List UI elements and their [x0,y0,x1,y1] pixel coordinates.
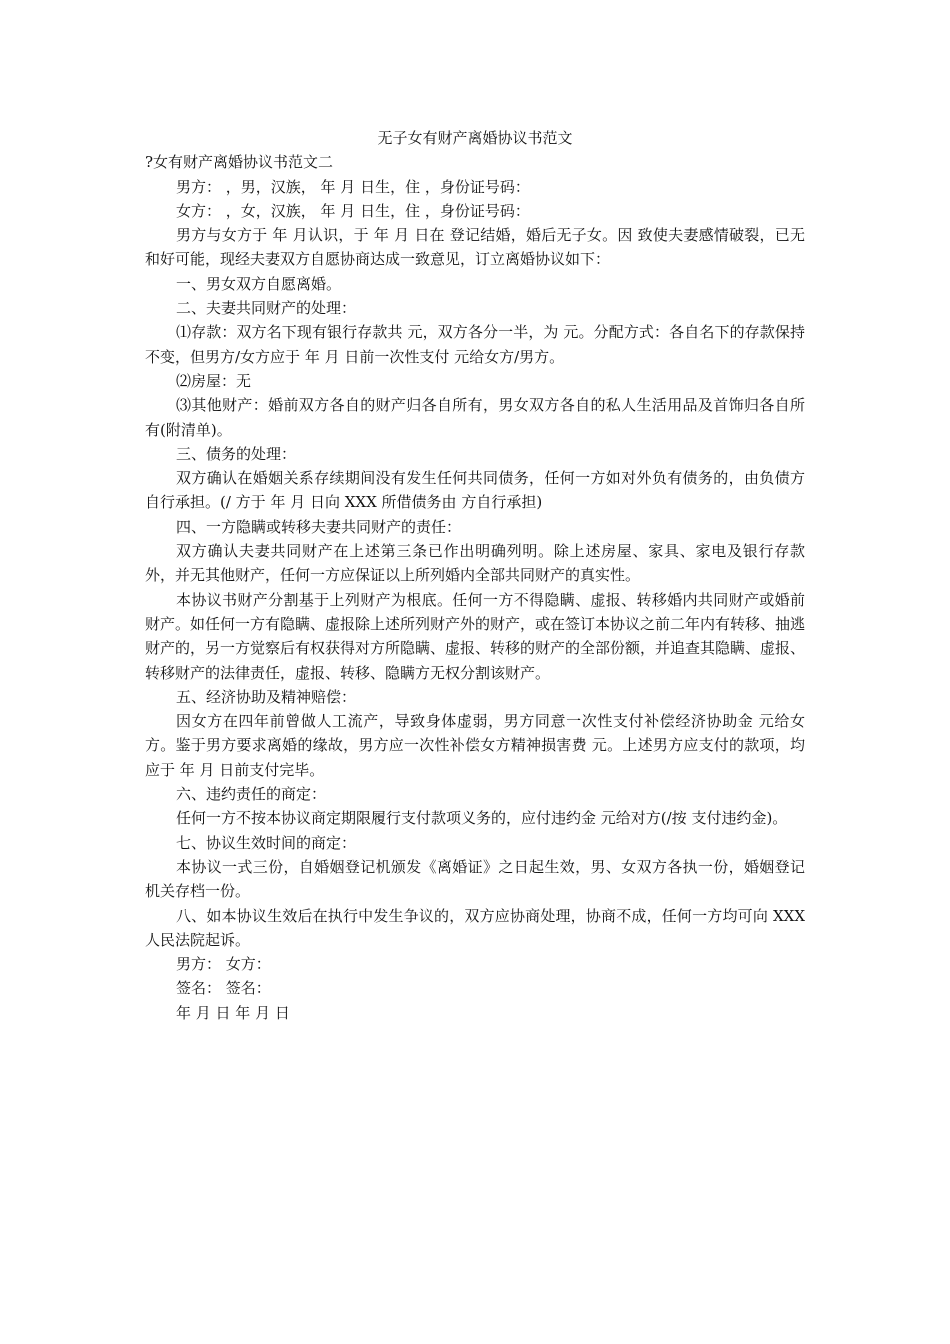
paragraph-effective-date: 本协议一式三份，自婚姻登记机颁发《离婚证》之日起生效，男、女双方各执一份，婚姻登记机关存档一份。 [145,857,805,901]
paragraph-male-party: 男方： ，男，汉族， 年 月 日生，住 ，身份证号码： [176,177,530,196]
paragraph-property-confirmation: 双方确认夫妻共同财产在上述第三条已作出明确列明。除上述房屋、家具、家电及银行存款外，并无其他财产，任何一方应保证以上所列婚内全部共同财产的真实性。 [145,542,805,585]
paragraph-penalty: 任何一方不按本协议商定期限履行支付款项义务的，应付违约金 元给对方(/按 支付违约金)。 [176,809,788,828]
paragraph-other-property: ⑶其他财产：婚前双方各自的财产归各自所有，男女双方各自的私人生活用品及首饰归各自所有(附清单)。 [145,396,805,439]
document-page [145,126,805,1025]
paragraph-female-party: 女方： ，女，汉族， 年 月 日生，住 ，身份证号码： [176,201,530,220]
paragraph-compensation: 因女方在四年前曾做人工流产，导致身体虚弱，男方同意一次性支付补偿经济协助金 元给女方。鉴于男方要求离婚的缘故，男方应一次性补偿女方精神损害费 元。上述男方应支付的款项，均应于 年 月 日前支付完毕。 [145,712,805,779]
section-heading-1: 一、男女双方自愿离婚。 [176,274,342,293]
signature-dates: 年 月 日 年 月 日 [176,1003,290,1022]
document-subtitle: ?女有财产离婚协议书范文二 [145,153,334,172]
section-heading-7: 七、协议生效时间的商定： [176,833,357,852]
paragraph-background: 男方与女方于 年 月认识，于 年 月 日在 登记结婚，婚后无子女。因 致使夫妻感情破裂，已无和好可能，现经夫妻双方自愿协商达成一致意见，订立离婚协议如下： [145,226,805,269]
section-heading-3: 三、债务的处理： [176,444,297,463]
section-heading-4: 四、一方隐瞒或转移夫妻共同财产的责任： [176,517,462,536]
section-heading-5: 五、经济协助及精神赔偿： [176,687,357,706]
document-title: 无子女有财产离婚协议书范文 [377,129,573,147]
paragraph-deposits: ⑴存款：双方名下现有银行存款共 元，双方各分一半，为 元。分配方式：各自名下的存款保持不变，但男方/女方应于 年 月 日前一次性支付 元给女方/男方。 [145,323,805,366]
document-body [145,175,805,1025]
paragraph-housing: ⑵房屋：无 [176,371,252,390]
section-heading-6: 六、违约责任的商定： [176,785,327,804]
paragraph-disputes: 八、如本协议生效后在执行中发生争议的，双方应协商处理，协商不成，任何一方均可向 XXX 人民法院起诉。 [145,906,805,949]
signature-lines: 签名： 签名： [176,979,271,998]
paragraph-debts: 双方确认在婚姻关系存续期间没有发生任何共同债务，任何一方如对外负有债务的，由负债方自行承担。(/ 方于 年 月 日向 XXX 所借债务由 方自行承担) [145,469,805,512]
paragraph-property-division: 本协议书财产分割基于上列财产为根底。任何一方不得隐瞒、虚报、转移婚内共同财产或婚前财产。如任何一方有隐瞒、虚报除上述所列财产外的财产，或在签订本协议之前二年内有转移、抽逃财产的，另一方觉察后有权获得对方所隐瞒、虚报、转移的财产的全部份额，并追查其隐瞒、虚报、转移财产的法律责任，虚报、转移、隐瞒方无权分割该财产。 [145,590,806,682]
section-heading-2: 二、夫妻共同财产的处理： [176,299,357,318]
signature-parties: 男方： 女方： [176,955,271,974]
